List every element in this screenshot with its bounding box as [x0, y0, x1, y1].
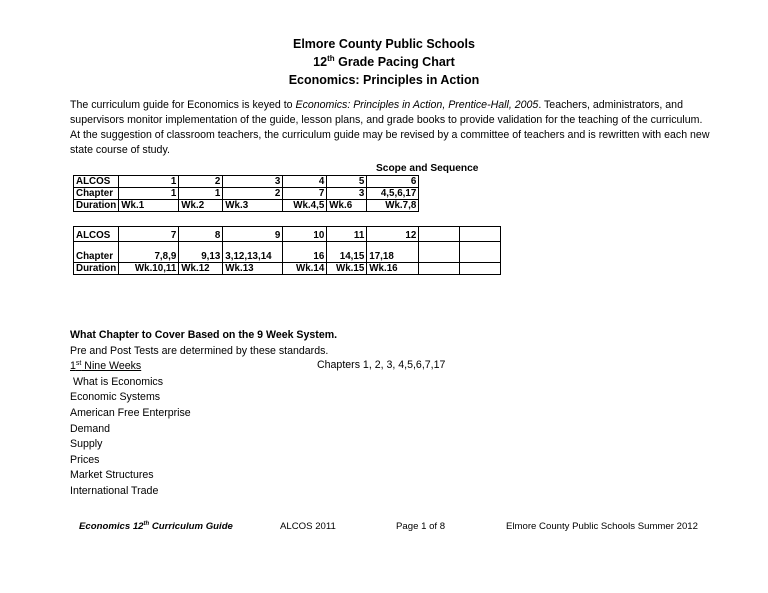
- table-cell: 17,18: [367, 242, 419, 263]
- table-row: [74, 227, 501, 242]
- table-cell: 4: [283, 176, 327, 188]
- table-row: [74, 263, 501, 275]
- table-cell: Wk.15: [327, 263, 367, 275]
- nine-weeks-label: [70, 359, 337, 375]
- footer-guide-suffix: Curriculum Guide: [149, 521, 233, 532]
- row-label: Duration: [74, 200, 119, 212]
- table-cell: 8: [179, 227, 223, 242]
- footer-guide-prefix: Economics 12: [79, 521, 144, 532]
- row-label: Chapter: [74, 188, 119, 200]
- footer-guide: [79, 521, 233, 532]
- empty-cell: [460, 227, 501, 242]
- table-cell: Wk.2: [179, 200, 223, 212]
- table-cell: 1: [119, 188, 179, 200]
- table-cell: 4,5,6,17: [367, 188, 419, 200]
- topic-item: American Free Enterprise: [70, 406, 191, 419]
- table-cell: 5: [327, 176, 367, 188]
- table-row: [74, 200, 419, 212]
- table-row: [74, 176, 419, 188]
- table-cell: Wk.13: [223, 263, 283, 275]
- topic-item: Economic Systems: [70, 391, 161, 404]
- topic-item: Supply: [70, 438, 103, 451]
- row-label: ALCOS: [74, 176, 119, 188]
- footer-org: Elmore County Public Schools Summer 2012: [506, 521, 698, 532]
- table-cell: 14,15: [327, 242, 367, 263]
- table-cell: 3: [223, 176, 283, 188]
- empty-cell: [419, 263, 460, 275]
- empty-cell: [419, 227, 460, 242]
- doc-title-line3: Economics: Principles in Action: [288, 73, 480, 87]
- row-label: Duration: [74, 263, 119, 275]
- table-cell: 1: [119, 176, 179, 188]
- table-cell: Wk.14: [283, 263, 327, 275]
- table-cell: 1: [179, 188, 223, 200]
- table-cell: 7: [119, 227, 179, 242]
- nine-weeks-number: 1: [70, 360, 76, 373]
- table-cell: 10: [283, 227, 327, 242]
- section-heading: What Chapter to Cover Based on the 9 Week System.: [70, 329, 338, 341]
- grade-number: 12: [313, 55, 328, 69]
- row-label: Chapter: [74, 242, 119, 263]
- footer-page-number: Page 1 of 8: [396, 521, 446, 532]
- table-cell: 11: [327, 227, 367, 242]
- table-cell: Wk.7,8: [367, 200, 419, 212]
- scope-title: Scope and Sequence: [376, 163, 479, 174]
- table-cell: 12: [367, 227, 419, 242]
- intro-paragraph: [70, 98, 710, 158]
- table-cell: 3: [327, 188, 367, 200]
- table-cell: Wk.12: [179, 263, 223, 275]
- table-row: [74, 188, 419, 200]
- topic-item: Market Structures: [70, 469, 154, 482]
- table-cell: 9,13: [179, 242, 223, 263]
- intro-textbook: Economics: Principles in Action, Prentice-Hall, 2005: [295, 99, 539, 111]
- table-cell: 7,8,9: [119, 242, 179, 263]
- table-cell: Wk.1: [119, 200, 179, 212]
- table-cell: Wk.16: [367, 263, 419, 275]
- row-label: ALCOS: [74, 227, 119, 242]
- table-row: [74, 242, 501, 263]
- empty-cell: [460, 263, 501, 275]
- intro-part2: . Teachers, administrators, and supervisors monitor implementation of the guide, lesson plans, and grade books to provide validation for the teaching of the curriculum. At the suggestion of classroom teachers, the curriculum guide may be revised by a committee of teachers and is rewritten with each new state course of study.: [70, 99, 710, 156]
- scope-table-1: [73, 175, 419, 212]
- table-cell: 9: [223, 227, 283, 242]
- nine-weeks-ordinal: st: [75, 360, 82, 368]
- topic-item: Prices: [70, 453, 100, 466]
- doc-title-line2: [0, 53, 768, 71]
- table-cell: Wk.10,11: [119, 263, 179, 275]
- chapters-covered: Chapters 1, 2, 3, 4,5,6,7,17: [317, 359, 446, 371]
- table-cell: 7: [283, 188, 327, 200]
- table-cell: 6: [367, 176, 419, 188]
- table-cell: 16: [283, 242, 327, 263]
- empty-cell: [419, 242, 460, 263]
- topic-item: Demand: [70, 422, 111, 435]
- grade-suffix: th: [327, 54, 335, 63]
- grade-title: Grade Pacing Chart: [334, 55, 455, 69]
- table-cell: 3,12,13,14: [223, 242, 283, 263]
- table-cell: Wk.6: [327, 200, 367, 212]
- topic-item: What is Economics: [72, 375, 164, 388]
- empty-cell: [460, 242, 501, 263]
- scope-table-2: [73, 226, 501, 275]
- section-note: Pre and Post Tests are determined by these standards.: [70, 344, 329, 357]
- footer-alcos: ALCOS 2011: [280, 521, 336, 532]
- doc-title-line1: Elmore County Public Schools: [293, 37, 475, 51]
- footer-guide-sup: th: [143, 521, 150, 527]
- table-cell: 2: [223, 188, 283, 200]
- intro-part1: The curriculum guide for Economics is keyed to: [70, 99, 296, 111]
- nine-week-section: [70, 328, 337, 500]
- table-cell: Wk.3: [223, 200, 283, 212]
- table-cell: Wk.4,5: [283, 200, 327, 212]
- nine-weeks-text: Nine Weeks: [81, 360, 142, 373]
- table-cell: 2: [179, 176, 223, 188]
- topic-item: International Trade: [70, 484, 159, 497]
